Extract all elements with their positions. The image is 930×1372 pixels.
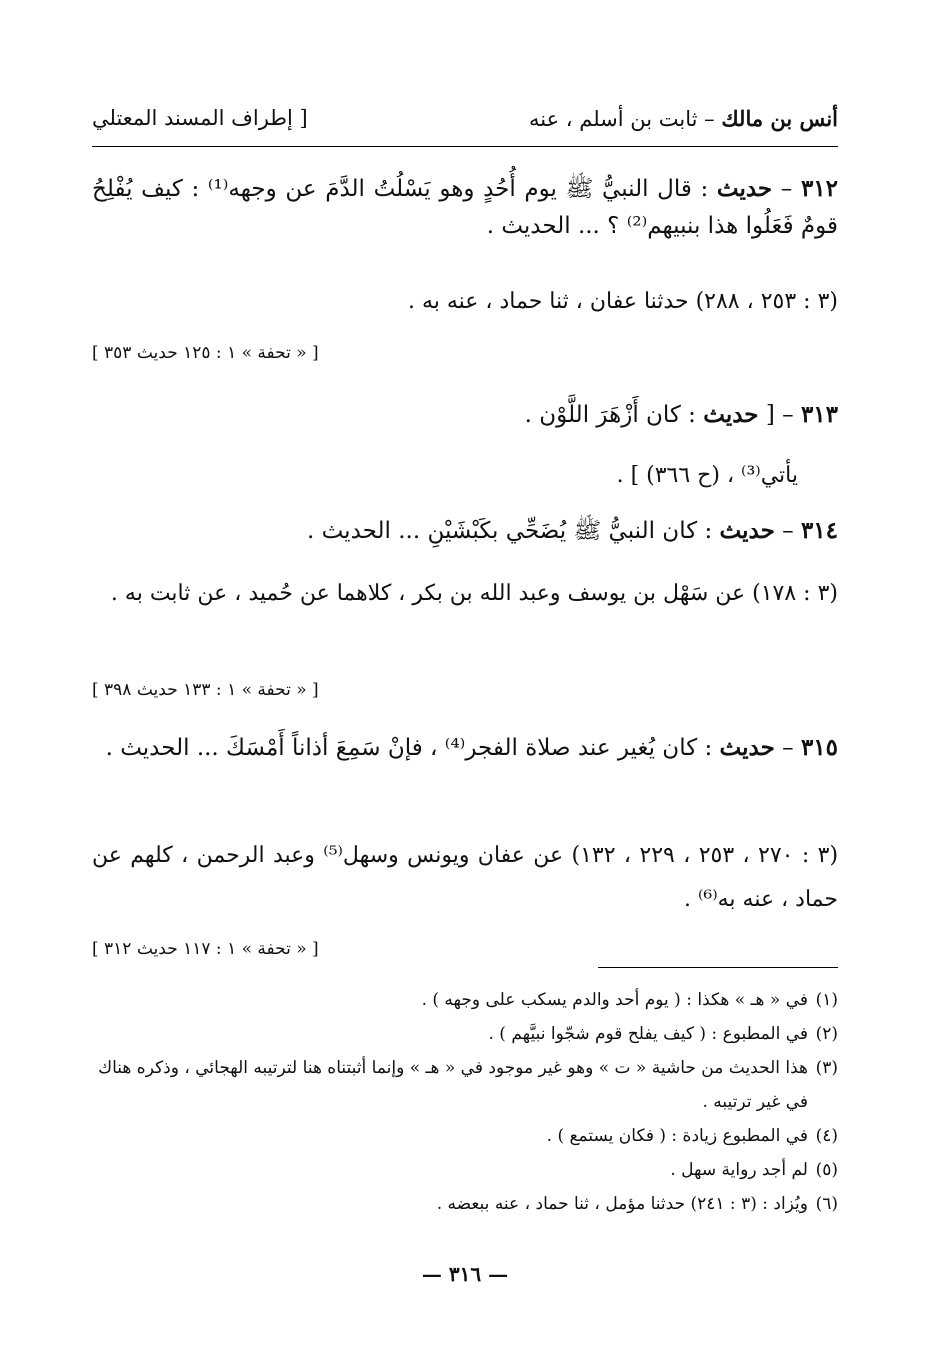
footnote-text: لم أجد رواية سهل . (670, 1160, 808, 1180)
hadith-315-source: (٣ : ٢٧٠ ، ٢٥٣ ، ٢٢٩ ، ١٣٢) عن عفان ويونس وسهل⁽⁵⁾ وعبد الرحمن ، كلهم عن حماد ، عنه به⁽⁶⁾ . (92, 843, 839, 912)
footnote-text: في المطبوع : ( كيف يفلح قوم شجّوا نبيَّهم ) . (488, 1024, 808, 1044)
hadith-number: ٣١٢ (800, 175, 839, 202)
page-number: — ٣١٦ — (421, 1262, 509, 1286)
hadith-314 (92, 512, 838, 550)
hadith-sep: – [ (758, 402, 801, 428)
hadith-312-source: (٣ : ٢٥٣ ، ٢٨٨) حدثنا عفان ، ثنا حماد ، عنه به . (407, 289, 838, 314)
footnote-number: (٢) (815, 1024, 838, 1044)
hadith-text: : كان النبيُّ ﷺ يُضَحِّي بكَبْشَيْنِ ... الحديث . (306, 518, 720, 544)
hadith-text: : قال النبيُّ ﷺ يوم أُحُدٍ وهو يَسْلُتُ الدَّمَ عن وجهه⁽¹⁾ : كيف يُفْلِحُ قومٌ فَعَلُوا هذا بنبيهم⁽²⁾ ؟ ... الحديث . (92, 176, 838, 240)
hadith-keyword: حديث (716, 175, 773, 202)
hadith-312-tuhfa: [ « تحفة » ١ : ١٢٥ حديث ٣٥٣ ] (92, 343, 319, 363)
hadith-number: ٣١٥ (800, 734, 838, 761)
hadith-315-tuhfa: [ « تحفة » ١ : ١١٧ حديث ٣١٢ ] (92, 939, 319, 959)
footnote-text: ويُزاد : (٣ : ٢٤١) حدثنا مؤمل ، ثنا حماد ، عنه ببعضه . (436, 1194, 808, 1214)
header-book-title: [ إطراف المسند المعتلي (92, 106, 308, 130)
hadith-sep: – (772, 176, 801, 202)
hadith-313-source: يأتي⁽³⁾ ، (ح ٣٦٦) ] . (616, 463, 798, 488)
footnote-text: في المطبوع زيادة : ( فكان يستمع ) . (546, 1126, 808, 1146)
hadith-315 (92, 728, 838, 768)
running-header (92, 100, 838, 140)
footnotes (92, 983, 838, 1221)
hadith-text: : كان أَزْهَرَ اللَّوْن . (524, 402, 704, 428)
hadith-number: ٣١٤ (800, 517, 838, 544)
footnote-number: (٦) (815, 1194, 838, 1214)
hadith-sep: – (774, 735, 801, 761)
footnote (92, 1153, 838, 1187)
header-chapter-title (529, 106, 838, 131)
footnote (92, 983, 838, 1017)
hadith-314-source: (٣ : ١٧٨) عن سَهْل بن يوسف وعبد الله بن بكر ، كلاهما عن حُميد ، عن ثابت به . (110, 581, 838, 606)
hadith-sep: – (774, 518, 801, 544)
header-divider (92, 146, 838, 147)
header-chapter-sub: – ثابت بن أسلم ، عنه (528, 107, 722, 131)
footnote (92, 1187, 838, 1221)
hadith-keyword: حديث (703, 401, 759, 428)
footnote (92, 1119, 838, 1153)
footnote-number: (١) (815, 990, 838, 1010)
hadith-313 (92, 396, 838, 434)
hadith-314-tuhfa: [ « تحفة » ١ : ١٣٣ حديث ٣٩٨ ] (92, 680, 319, 700)
footnote-divider (598, 967, 838, 968)
footnote-number: (٤) (815, 1126, 838, 1146)
hadith-number: ٣١٣ (800, 401, 838, 428)
hadith-keyword: حديث (719, 517, 775, 544)
footnote-text: في « هـ » هكذا : ( يوم أحد والدم يسكب على وجهه ) . (421, 990, 808, 1010)
footnote-text: هذا الحديث من حاشية « ت » وهو غير موجود في « هـ » وإنما أثبتناه هنا لترتيبه الهجائي ، وذكره هناك في غير ترتيبه . (98, 1058, 808, 1112)
hadith-312 (92, 170, 838, 246)
hadith-keyword: حديث (719, 734, 775, 761)
footnote-number: (٥) (815, 1160, 838, 1180)
footnote (92, 1017, 838, 1051)
footnote-number: (٣) (815, 1058, 838, 1078)
footnote (92, 1051, 838, 1119)
header-chapter-name: أنس بن مالك (721, 106, 838, 131)
hadith-text: : كان يُغير عند صلاة الفجر⁽⁴⁾ ، فإنْ سَمِعَ أذاناً أَمْسَكَ ... الحديث . (105, 735, 720, 761)
